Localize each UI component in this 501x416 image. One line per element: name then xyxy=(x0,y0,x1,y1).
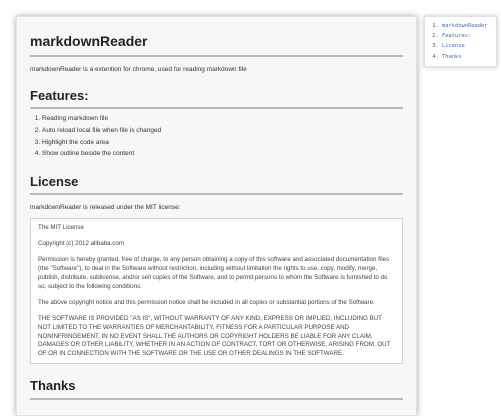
outline-item-thanks xyxy=(442,52,493,62)
features-list xyxy=(30,113,403,159)
page-title: markdownReader xyxy=(30,31,403,57)
license-paragraph: THE SOFTWARE IS PROVIDED "AS IS", WITHOUT WARRANTY OF ANY KIND, EXPRESS OR IMPLIED, INCLUDING BUT NOT LIMITED TO THE WARRANTIES OF MERCHANTABILITY, FITNESS FOR A PARTICULAR PURPOSE AND NONINFRINGEMENT. IN NO EVENT SHALL THE AUTHORS OR COPYRIGHT HOLDERS BE LIABLE FOR ANY CLAIM, DAMAGES OR OTHER LIABILITY, WHETHER IN AN ACTION OF CONTRACT, TORT OR OTHERWISE, ARISING FROM, OUT OF OR IN CONNECTION WITH THE SOFTWARE OR THE USE OR OTHER DEALINGS IN THE SOFTWARE. xyxy=(38,314,391,358)
license-section xyxy=(30,174,403,364)
outline-item-license xyxy=(442,41,493,51)
outline-link-features[interactable]: Features: xyxy=(442,33,472,40)
outline-link-thanks[interactable]: Thanks xyxy=(442,53,462,60)
thanks-section xyxy=(30,378,403,400)
license-paragraph: The above copyright notice and this permission notice shall be included in all copies or substantial portions of the Software. xyxy=(38,298,375,306)
thanks-heading: Thanks xyxy=(30,378,403,400)
outline-item-features xyxy=(442,31,493,41)
list-item: 3. Highlight the code area xyxy=(42,137,403,149)
outline-link-markdownreader[interactable]: markdownReader xyxy=(442,23,488,29)
outline-link-license[interactable]: License xyxy=(442,43,465,50)
license-paragraph: Copyright (c) 2012 alibaba.com xyxy=(38,240,124,248)
intro-text: markdownReader is a extention for chrome, used for reading markdown file xyxy=(30,65,247,73)
license-block xyxy=(30,218,403,364)
list-item: 1. Reading markdown file xyxy=(42,113,403,125)
features-heading: Features: xyxy=(30,88,403,110)
license-intro: markdownReader is released under the MIT license: xyxy=(30,204,181,212)
license-paragraph: Permission is hereby granted, free of charge, to any person obtaining a copy of this software and associated documentation files (the "Software"), to deal in the Software without restriction, including without limitation the rights to use, copy, modify, merge, publish, distribute, sublicense, and/or sell copies of the Software, and to permit persons to whom the Software is furnished to do so, subject to the following conditions: xyxy=(38,256,390,290)
outline-list xyxy=(428,21,493,62)
list-item: 4. Show outline beside the content xyxy=(42,148,403,160)
list-item: 2. Auto reload local file when file is changed xyxy=(42,125,403,137)
markdown-document xyxy=(16,16,417,416)
license-heading: License xyxy=(30,174,403,196)
outline-panel xyxy=(424,16,497,67)
features-section xyxy=(30,88,403,160)
license-paragraph: The MIT License xyxy=(38,224,84,232)
outline-item-markdownreader xyxy=(442,21,493,31)
